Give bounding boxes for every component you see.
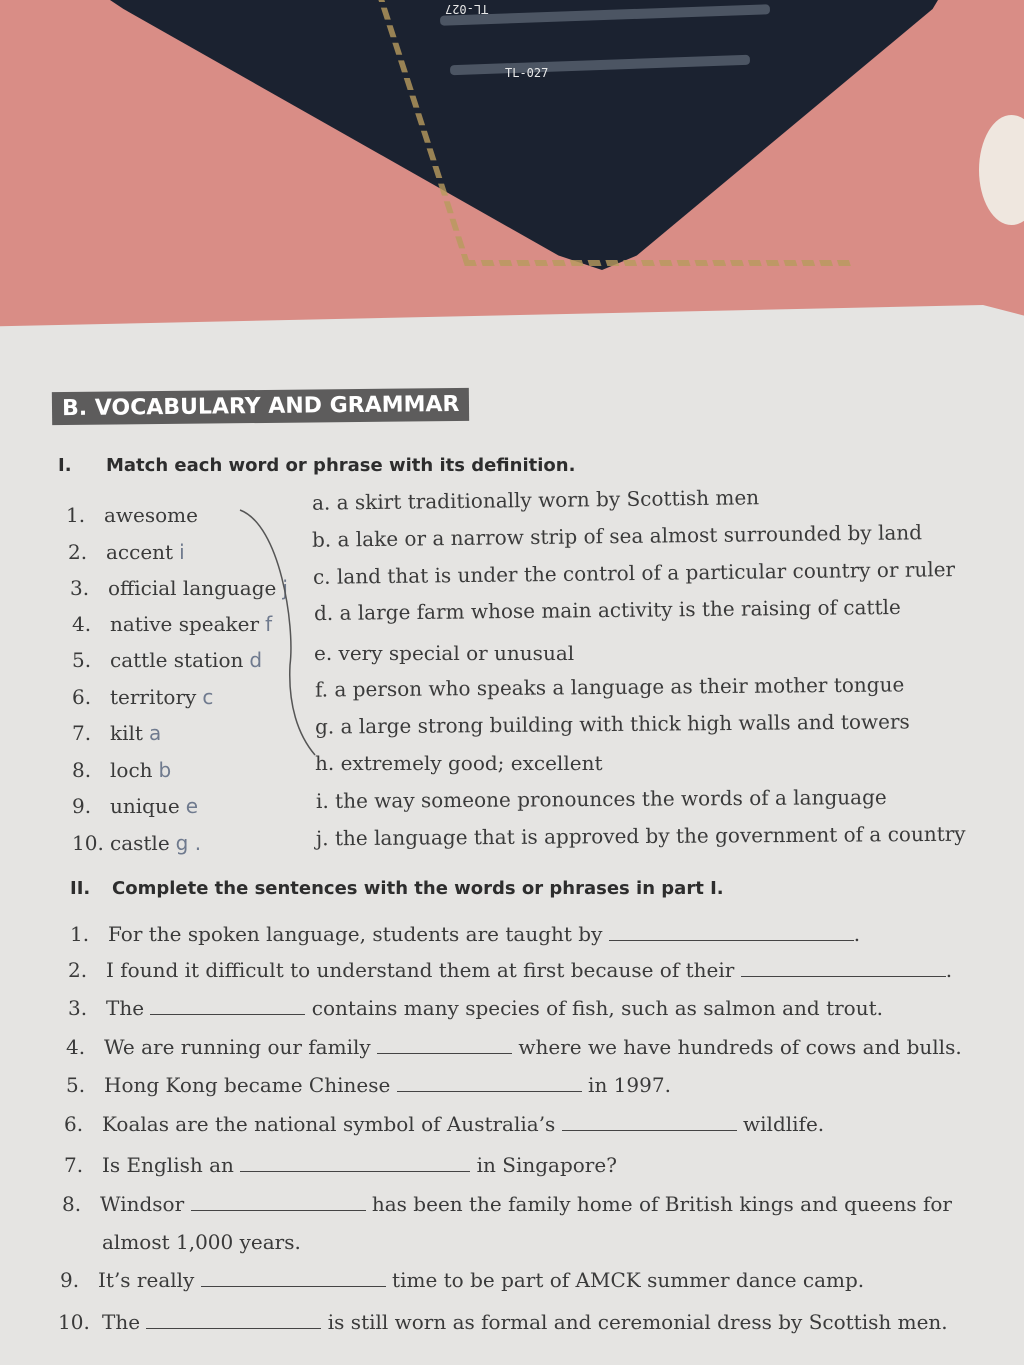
- hand-drawn-match-line: [230, 505, 320, 765]
- definition-item: h. extremely good; excellent: [315, 751, 603, 775]
- definition-item: a. a skirt traditionally worn by Scottish men: [311, 485, 760, 515]
- word-item: 2. accent i: [68, 540, 185, 564]
- sentence-item: 1. For the spoken language, students are taught by .: [70, 922, 861, 946]
- part1-instruction: [58, 455, 575, 476]
- sentence-item: 6. Koalas are the national symbol of Australia’s wildlife.: [64, 1112, 825, 1136]
- handwritten-answer: f: [265, 612, 273, 636]
- word-item: 6. territory c: [72, 685, 214, 709]
- handwritten-answer: i: [179, 540, 185, 564]
- answer-blank[interactable]: [397, 1073, 582, 1092]
- word-item: 9. unique e: [72, 794, 198, 818]
- sentence-continuation: almost 1,000 years.: [102, 1230, 301, 1254]
- word-item: 4. native speaker f: [72, 612, 273, 636]
- part2-number: II.: [70, 878, 91, 899]
- handwritten-answer: j: [282, 576, 288, 600]
- answer-blank[interactable]: [146, 1310, 321, 1329]
- sentence-item: 5. Hong Kong became Chinese in 1997.: [66, 1073, 671, 1097]
- word-item: 5. cattle station d: [72, 648, 263, 672]
- part1-text: Match each word or phrase with its definition.: [106, 455, 576, 476]
- handwritten-answer: b: [158, 758, 172, 782]
- part2-instruction: [70, 878, 724, 899]
- sentence-item: 10. The is still worn as formal and ceremonial dress by Scottish men.: [58, 1310, 948, 1334]
- word-item: 1. awesome: [66, 503, 198, 527]
- definition-item: j. the language that is approved by the government of a country: [315, 821, 966, 851]
- sentence-item: 9. It’s really time to be part of AMCK summer dance camp.: [60, 1268, 865, 1292]
- handwritten-answer: g .: [175, 831, 202, 855]
- word-item: 3. official language j: [70, 576, 288, 600]
- handwritten-answer: e: [185, 794, 198, 818]
- white-knob: [979, 115, 1024, 225]
- answer-blank[interactable]: [150, 996, 305, 1015]
- handwritten-answer: d: [249, 648, 263, 672]
- definition-item: b. a lake or a narrow strip of sea almost surrounded by land: [311, 520, 923, 552]
- sentence-item: 4. We are running our family where we have hundreds of cows and bulls.: [66, 1035, 962, 1059]
- handwritten-answer: a: [148, 721, 162, 745]
- definition-item: g. a large strong building with thick high walls and towers: [314, 709, 910, 739]
- definition-item: c. land that is under the control of a particular country or ruler: [312, 557, 956, 589]
- definition-item: f. a person who speaks a language as their mother tongue: [314, 672, 905, 702]
- answer-blank[interactable]: [191, 1192, 366, 1211]
- part1-number: I.: [58, 455, 72, 476]
- sentence-item: 2. I found it difficult to understand them at first because of their .: [68, 958, 953, 982]
- answer-blank[interactable]: [562, 1112, 737, 1131]
- handwritten-answer: c: [202, 685, 214, 709]
- word-item: 8. loch b: [72, 758, 172, 782]
- answer-blank[interactable]: [201, 1268, 386, 1287]
- definition-item: e. very special or unusual: [314, 641, 575, 665]
- answer-blank[interactable]: [609, 922, 854, 941]
- pen-label-top: TL-027: [445, 2, 489, 16]
- sentence-item: 8. Windsor has been the family home of British kings and queens for: [62, 1192, 952, 1216]
- answer-blank[interactable]: [240, 1153, 470, 1172]
- word-item: 10. castle g .: [72, 831, 202, 855]
- definition-item: i. the way someone pronounces the words of a language: [315, 785, 887, 813]
- section-title: B. VOCABULARY AND GRAMMAR: [52, 388, 470, 425]
- answer-blank[interactable]: [377, 1035, 512, 1054]
- sentence-item: 3. The contains many species of fish, such as salmon and trout.: [68, 996, 883, 1020]
- part2-text: Complete the sentences with the words or phrases in part I.: [112, 878, 724, 899]
- answer-blank[interactable]: [741, 958, 946, 977]
- definition-item: d. a large farm whose main activity is the raising of cattle: [313, 594, 901, 626]
- pen-label-bottom: TL-027: [505, 66, 549, 80]
- word-item: 7. kilt a: [72, 721, 162, 745]
- sentence-item: 7. Is English an in Singapore?: [64, 1153, 617, 1177]
